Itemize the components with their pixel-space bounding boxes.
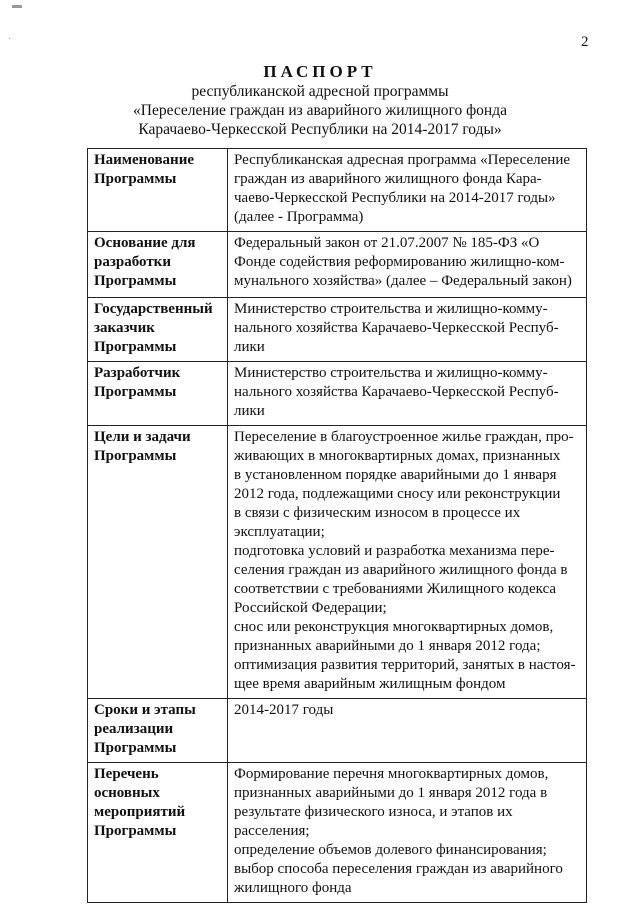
row-label	[88, 149, 228, 232]
row-value-line: селения граждан из аварийного жилищного фонда в	[234, 562, 568, 578]
row-value	[228, 149, 587, 232]
row-value-line: оптимизация развития территорий, занятых в настоя-	[234, 657, 576, 673]
row-value-line: лики	[234, 403, 265, 419]
row-value-line: признанных аварийными до 1 января 2012 года в	[234, 785, 548, 801]
row-label	[88, 232, 228, 298]
row-label-line: разработки	[94, 254, 171, 270]
page-number: 2	[581, 34, 589, 50]
row-label-line: Программы	[94, 171, 177, 187]
scan-artifact: ▬	[12, 0, 22, 11]
scan-artifact: ·	[8, 34, 12, 45]
row-label-line: Программы	[94, 384, 177, 400]
row-value-line: Министерство строительства и жилищно-комму-	[234, 301, 548, 317]
passport-table	[87, 148, 587, 903]
passport-row	[88, 298, 587, 362]
row-label	[88, 362, 228, 426]
document-heading	[0, 62, 640, 139]
row-value-line: результате физического износа, и этапов их	[234, 804, 513, 820]
passport-row	[88, 699, 587, 763]
row-value	[228, 362, 587, 426]
subtitle-line: Карачаево-Черкесской Республики на 2014-2017 годы»	[138, 121, 502, 138]
row-value-line: лики	[234, 339, 265, 355]
passport-row	[88, 362, 587, 426]
row-value	[228, 232, 587, 298]
document-subtitle	[0, 82, 640, 139]
row-value-line: граждан из аварийного жилищного фонда Кара-	[234, 171, 542, 187]
row-label-line: основных	[94, 785, 160, 801]
subtitle-line: «Переселение граждан из аварийного жилищного фонда	[133, 102, 507, 119]
passport-row	[88, 763, 587, 903]
passport-row	[88, 232, 587, 298]
row-value	[228, 426, 587, 699]
row-value-line: признанных аварийными до 1 января 2012 года;	[234, 638, 541, 654]
row-value-line: нального хозяйства Карачаево-Черкесской Респуб-	[234, 320, 559, 336]
row-label	[88, 426, 228, 699]
document-title: ПАСПОРТ	[263, 62, 377, 81]
row-label-line: Программы	[94, 448, 177, 464]
row-value-line: Министерство строительства и жилищно-комму-	[234, 365, 548, 381]
row-label-line: мероприятий	[94, 804, 186, 820]
row-value-line: подготовка условий и разработка механизма пере-	[234, 543, 555, 559]
row-value-line: Федеральный закон от 21.07.2007 № 185-ФЗ «О	[234, 235, 540, 251]
row-label-line: Наименование	[94, 152, 194, 168]
row-label-line: Цели и задачи	[94, 429, 191, 445]
passport-row	[88, 149, 587, 232]
row-value-line: мунального хозяйства» (далее – Федеральный закон)	[234, 273, 572, 289]
row-value-line: 2012 года, подлежащими сносу или реконструкции	[234, 486, 561, 502]
row-value-line: 2014-2017 годы	[234, 702, 334, 718]
row-value	[228, 763, 587, 903]
row-value-line: Переселение в благоустроенное жилье граждан, про-	[234, 429, 574, 445]
row-value-line: выбор способа переселения граждан из аварийного	[234, 861, 563, 877]
row-label-line: Программы	[94, 273, 177, 289]
row-label-line: Перечень	[94, 766, 159, 782]
row-value-line: (далее - Программа)	[234, 209, 364, 225]
passport-table-body	[88, 149, 587, 903]
row-value-line: снос или реконструкция многоквартирных домов,	[234, 619, 554, 635]
row-label	[88, 763, 228, 903]
row-value-line: Формирование перечня многоквартирных домов,	[234, 766, 549, 782]
row-value-line: щее время аварийным жилищным фондом	[234, 676, 506, 692]
row-label-line: реализации	[94, 721, 174, 737]
row-label-line: заказчик	[94, 320, 155, 336]
row-label	[88, 699, 228, 763]
row-value-line: нального хозяйства Карачаево-Черкесской Респуб-	[234, 384, 559, 400]
row-value-line: определение объемов долевого финансирования;	[234, 842, 547, 858]
row-label-line: Программы	[94, 339, 177, 355]
row-label-line: Основание для	[94, 235, 196, 251]
row-value-line: живающих в многоквартирных домах, признанных	[234, 448, 561, 464]
row-value-line: соответствии с требованиями Жилищного кодекса	[234, 581, 557, 597]
row-value-line: в связи с физическим износом в процессе их	[234, 505, 521, 521]
row-value-line: чаево-Черкесской Республики на 2014-2017 годы»	[234, 190, 556, 206]
passport-row	[88, 426, 587, 699]
row-value	[228, 699, 587, 763]
row-value-line: Фонде содействия реформированию жилищно-ком-	[234, 254, 565, 270]
row-label-line: Программы	[94, 823, 177, 839]
row-label-line: Государственный	[94, 301, 213, 317]
row-value-line: расселения;	[234, 823, 310, 839]
row-value-line: Республиканская адресная программа «Переселение	[234, 152, 571, 168]
row-label	[88, 298, 228, 362]
row-label-line: Сроки и этапы	[94, 702, 196, 718]
row-value-line: Российской Федерации;	[234, 600, 387, 616]
row-value	[228, 298, 587, 362]
subtitle-line: республиканской адресной программы	[191, 83, 449, 100]
row-label-line: Программы	[94, 740, 177, 756]
row-value-line: в установленном порядке аварийными до 1 января	[234, 467, 557, 483]
row-value-line: эксплуатации;	[234, 524, 325, 540]
row-label-line: Разработчик	[94, 365, 181, 381]
row-value-line: жилищного фонда	[234, 880, 352, 896]
